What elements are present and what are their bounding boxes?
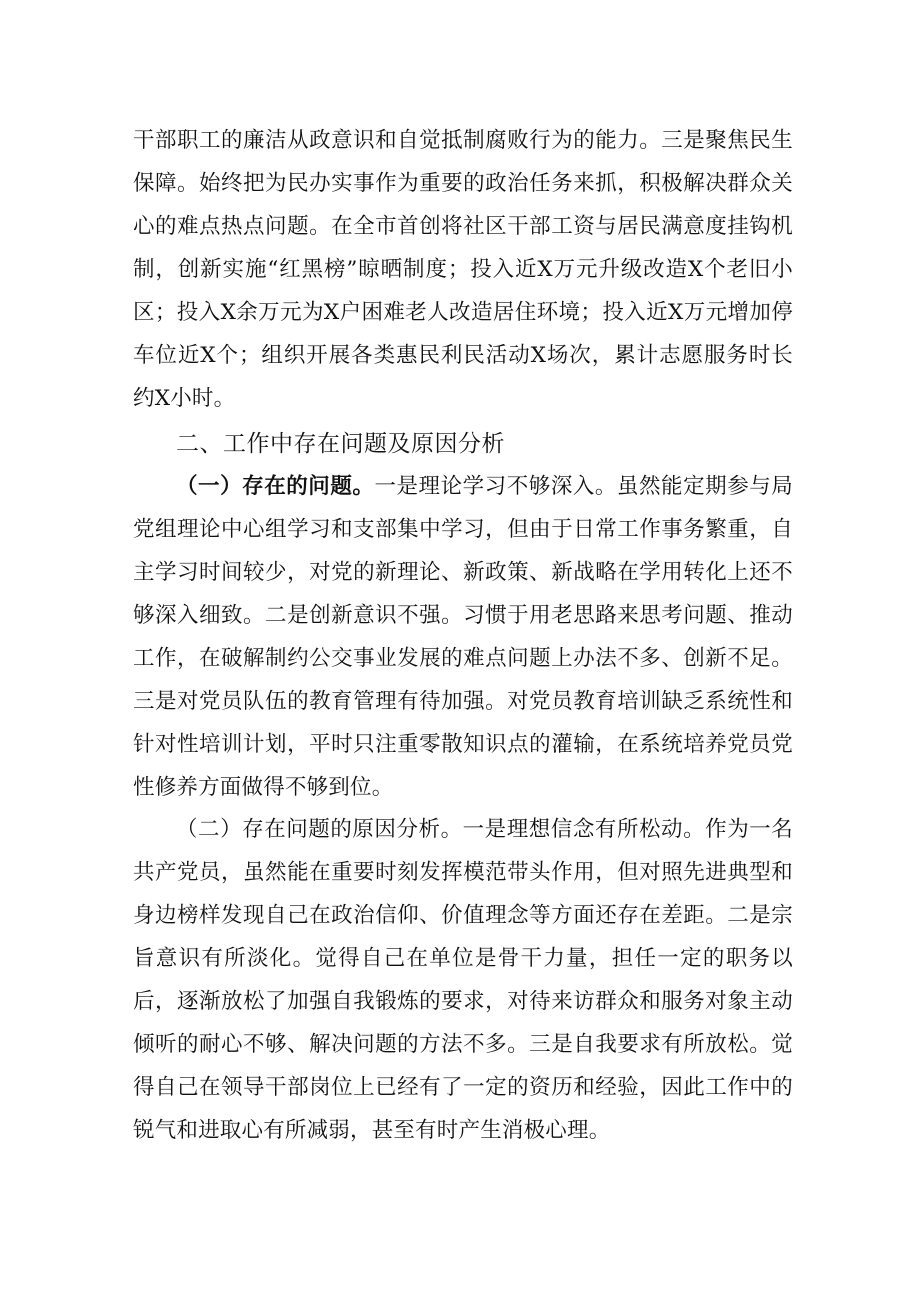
- subsection-causes-title: （二）存在问题的原因分析。: [176, 817, 463, 842]
- subsection-problems-title: （一）存在的问题。: [176, 474, 375, 499]
- section-heading: 二、工作中存在问题及原因分析: [176, 431, 505, 457]
- subsection-problems-body: 一是理论学习不够深入。虽然能定期参与局党组理论中心组学习和支部集中学习，但由于日常工作事务繁重，自主学习时间较少，对党的新理论、新政策、新战略在学用转化上还不够深入细致。二是创新意识不强。习惯于用老思路来思考问题、推动工作，在破解制约公交事业发展的难点问题上办法不多、创新不足。三是对党员队伍的教育管理有待加强。对党员教育培训缺乏系统性和针对性培训计划，平时只注重零散知识点的灌输，在系统培养党员党性修养方面做得不够到位。: [133, 474, 793, 800]
- subsection-causes: [133, 808, 793, 1152]
- body-paragraph-intro: 干部职工的廉洁从政意识和自觉抵制腐败行为的能力。三是聚焦民生保障。始终把为民办实事作为重要的政治任务来抓，积极解决群众关心的难点热点问题。在全市首创将社区干部工资与居民满意度挂钩机制，创新实施“红黑榜”晾晒制度；投入近X万元升级改造X个老旧小区；投入X余万元为X户困难老人改造居住环境；投入近X万元增加停车位近X个；组织开展各类惠民利民活动X场次，累计志愿服务时长约X小时。: [133, 128, 793, 411]
- subsection-causes-body: 一是理想信念有所松动。作为一名共产党员，虽然能在重要时刻发挥模范带头作用，但对照先进典型和身边榜样发现自己在政治信仰、价值理念等方面还存在差距。二是宗旨意识有所淡化。觉得自己在单位是骨干力量，担任一定的职务以后，逐渐放松了加强自我锻炼的要求，对待来访群众和服务对象主动倾听的耐心不够、解决问题的方法不多。三是自我要求有所放松。觉得自己在领导干部岗位上已经有了一定的资历和经验，因此工作中的锐气和进取心有所减弱，甚至有时产生消极心理。: [133, 817, 793, 1143]
- subsection-problems: [133, 465, 793, 809]
